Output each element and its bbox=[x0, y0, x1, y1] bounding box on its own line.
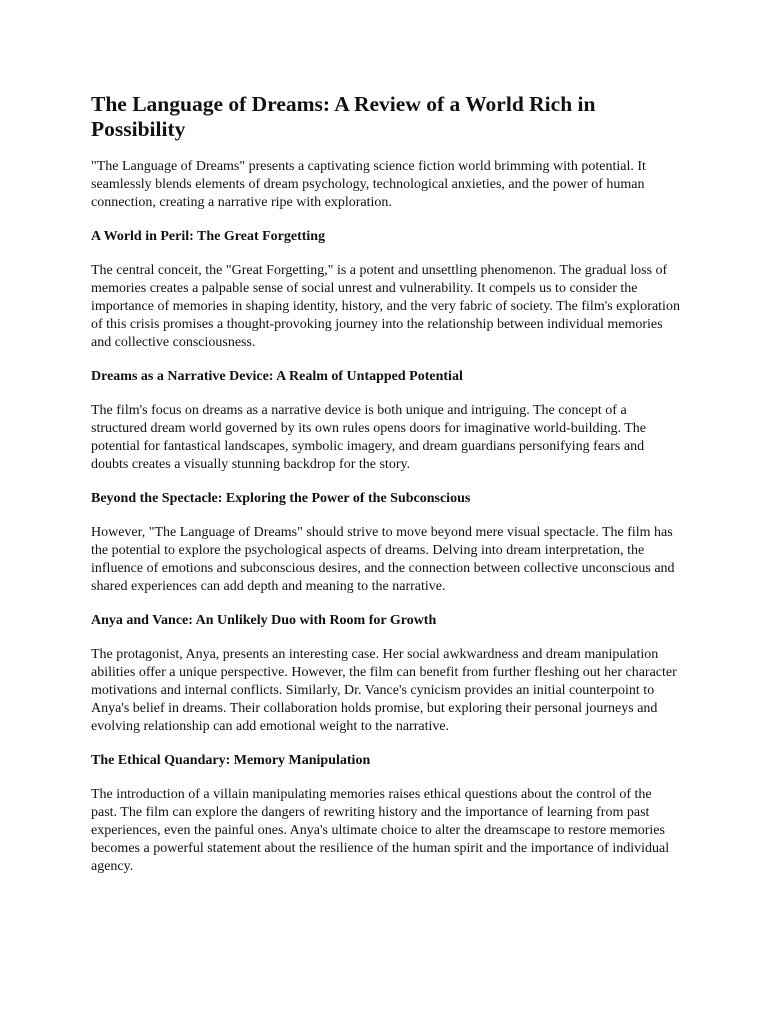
section-body-beyond-spectacle: However, "The Language of Dreams" should strive to move beyond mere visual spectacle. The film has the potential to explore the psychological aspects of dreams. Delving into dream interpretation, the influence of emotions and subconscious desires, and the connection between collective unconscious and shared experiences can add depth and meaning to the narrative. bbox=[91, 525, 675, 594]
intro-paragraph: "The Language of Dreams" presents a captivating science fiction world brimming with potential. It seamlessly blends elements of dream psychology, technological anxieties, and the power of human connection, creating a narrative ripe with exploration. bbox=[91, 159, 646, 210]
section-heading-dreams-narrative-device: Dreams as a Narrative Device: A Realm of Untapped Potential bbox=[91, 369, 463, 384]
section-body-great-forgetting: The central conceit, the "Great Forgetting," is a potent and unsettling phenomenon. The gradual loss of memories creates a palpable sense of social unrest and vulnerability. It compels us to consider the importance of memories in shaping identity, history, and the very fabric of society. The film's exploration of this crisis promises a thought-provoking journey into the relationship between individual memories and collective consciousness. bbox=[91, 263, 680, 350]
document-page bbox=[91, 92, 681, 892]
section-heading-anya-and-vance: Anya and Vance: An Unlikely Duo with Room for Growth bbox=[91, 613, 437, 628]
section-heading-ethical-quandary: The Ethical Quandary: Memory Manipulation bbox=[91, 753, 371, 768]
section-heading-great-forgetting: A World in Peril: The Great Forgetting bbox=[91, 229, 326, 244]
page-title: The Language of Dreams: A Review of a World Rich in Possibility bbox=[91, 92, 596, 141]
section-heading-beyond-spectacle: Beyond the Spectacle: Exploring the Power of the Subconscious bbox=[91, 491, 471, 506]
section-body-ethical-quandary: The introduction of a villain manipulating memories raises ethical questions about the control of the past. The film can explore the dangers of rewriting history and the importance of learning from past experiences, even the painful ones. Anya's ultimate choice to alter the dreamscape to restore memories becomes a powerful statement about the resilience of the human spirit and the importance of individual agency. bbox=[91, 787, 670, 874]
section-body-anya-and-vance: The protagonist, Anya, presents an interesting case. Her social awkwardness and dream manipulation abilities offer a unique perspective. However, the film can benefit from further fleshing out her character motivations and internal conflicts. Similarly, Dr. Vance's cynicism provides an initial counterpoint to Anya's belief in dreams. Their collaboration holds promise, but exploring their personal journeys and evolving relationship can add emotional weight to the narrative. bbox=[91, 647, 677, 734]
section-body-dreams-narrative-device: The film's focus on dreams as a narrative device is both unique and intriguing. The concept of a structured dream world governed by its own rules opens doors for imaginative world-building. The potential for fantastical landscapes, symbolic imagery, and dream guardians personifying fears and doubts creates a visually stunning backdrop for the story. bbox=[91, 403, 646, 472]
